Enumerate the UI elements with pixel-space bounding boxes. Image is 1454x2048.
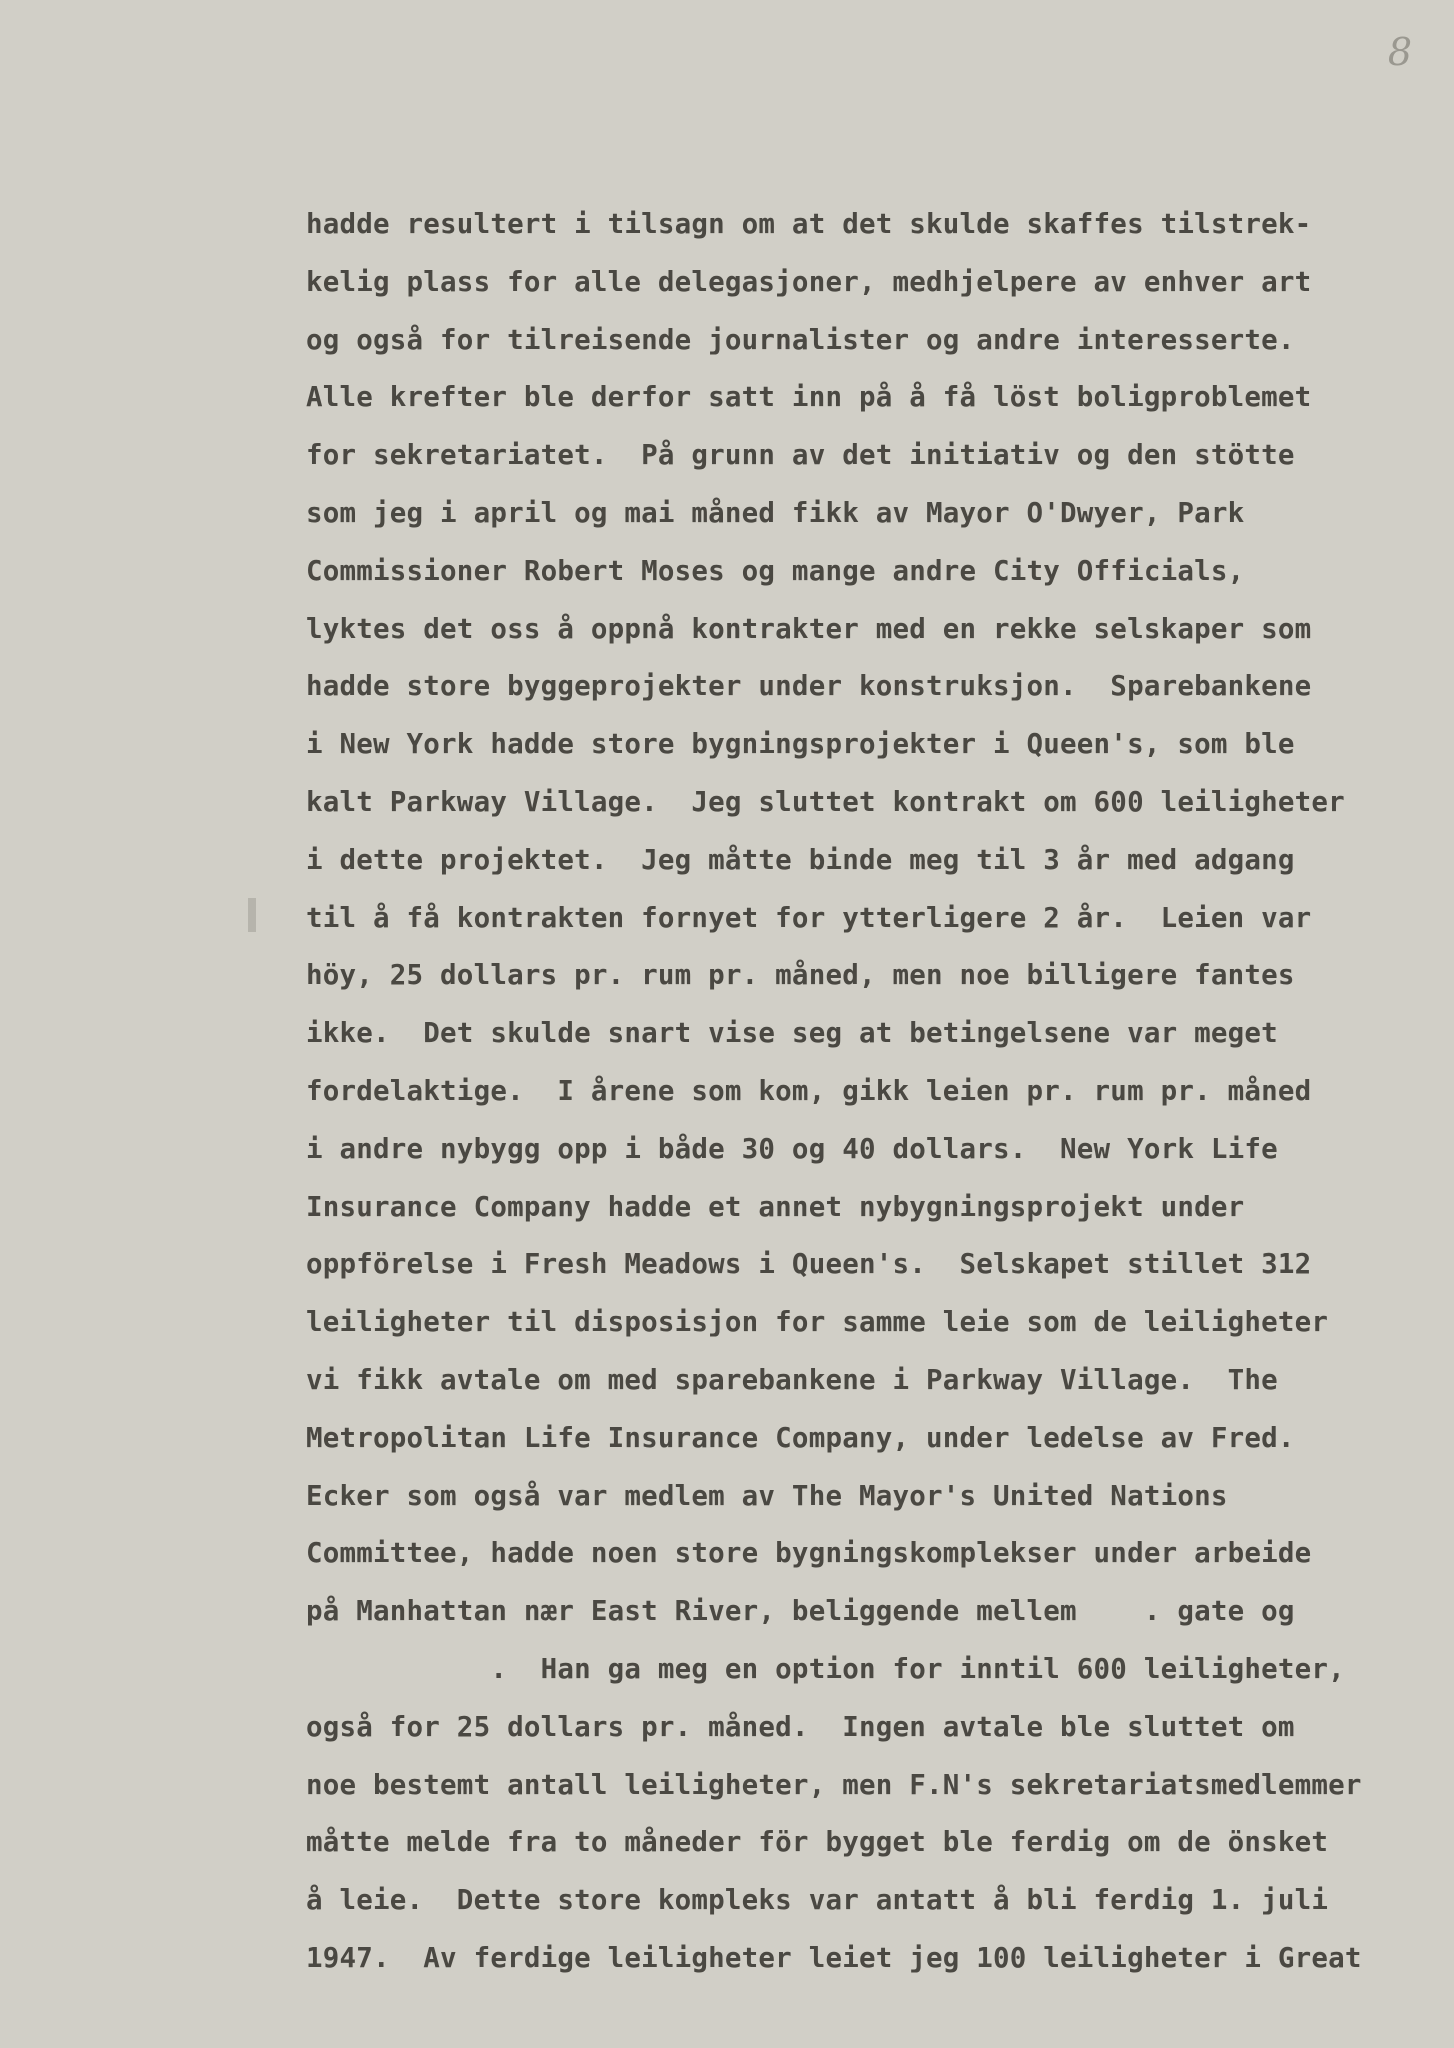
text-line: i dette projektet. Jeg måtte binde meg til 3 år med adgang	[306, 843, 1295, 876]
text-line: å leie. Dette store kompleks var antatt å bli ferdig 1. juli	[306, 1884, 1329, 1917]
text-line: Ecker som også var medlem av The Mayor's United Nations	[306, 1479, 1228, 1512]
text-line: lyktes det oss å oppnå kontrakter med en rekke selskaper som	[306, 612, 1312, 645]
text-line: måtte melde fra to måneder för bygget ble ferdig om de önsket	[306, 1826, 1329, 1859]
text-line: kalt Parkway Village. Jeg sluttet kontrakt om 600 leiligheter	[306, 785, 1345, 818]
text-line: leiligheter til disposisjon for samme leie som de leiligheter	[306, 1306, 1329, 1339]
text-line: Commissioner Robert Moses og mange andre City Officials,	[306, 554, 1245, 587]
text-line: Metropolitan Life Insurance Company, under ledelse av Fred.	[306, 1421, 1295, 1454]
text-line: 1947. Av ferdige leiligheter leiet jeg 100 leiligheter i Great	[306, 1941, 1362, 1974]
text-line: oppförelse i Fresh Meadows i Queen's. Selskapet stillet 312	[306, 1248, 1312, 1281]
text-line: hadde store byggeprojekter under konstruksjon. Sparebankene	[306, 670, 1312, 703]
text-line: kelig plass for alle delegasjoner, medhjelpere av enhver art	[306, 265, 1312, 298]
text-line: Insurance Company hadde et annet nybygningsprojekt under	[306, 1190, 1245, 1223]
text-line: hadde resultert i tilsagn om at det skulde skaffes tilstrek-	[306, 208, 1312, 240]
text-line: fordelaktige. I årene som kom, gikk leien pr. rum pr. måned	[306, 1074, 1312, 1107]
text-line: for sekretariatet. På grunn av det initiativ og den stötte	[306, 439, 1295, 472]
text-line: og også for tilreisende journalister og andre interesserte.	[306, 323, 1295, 356]
text-line: noe bestemt antall leiligheter, men F.N's sekretariatsmedlemmer	[306, 1768, 1362, 1801]
text-line: i New York hadde store bygningsprojekter i Queen's, som ble	[306, 728, 1295, 761]
text-line: Alle krefter ble derfor satt inn på å få löst boligproblemet	[306, 381, 1312, 414]
margin-mark	[248, 898, 256, 932]
text-line: . Han ga meg en option for inntil 600 leiligheter,	[306, 1652, 1345, 1685]
text-line: Committee, hadde noen store bygningskomplekser under arbeide	[306, 1537, 1312, 1570]
text-line: i andre nybygg opp i både 30 og 40 dollars. New York Life	[306, 1132, 1278, 1165]
text-line: som jeg i april og mai måned fikk av Mayor O'Dwyer, Park	[306, 496, 1245, 529]
body-text	[306, 196, 1416, 1988]
text-line: vi fikk avtale om med sparebankene i Parkway Village. The	[306, 1363, 1278, 1396]
text-line: på Manhattan nær East River, beliggende mellem . gate og	[306, 1595, 1295, 1628]
text-line: til å få kontrakten fornyet for ytterligere 2 år. Leien var	[306, 901, 1312, 934]
page-number: 8	[1387, 30, 1412, 74]
text-line: også for 25 dollars pr. måned. Ingen avtale ble sluttet om	[306, 1710, 1295, 1743]
text-line: höy, 25 dollars pr. rum pr. måned, men noe billigere fantes	[306, 959, 1295, 992]
text-line: ikke. Det skulde snart vise seg at betingelsene var meget	[306, 1017, 1278, 1050]
